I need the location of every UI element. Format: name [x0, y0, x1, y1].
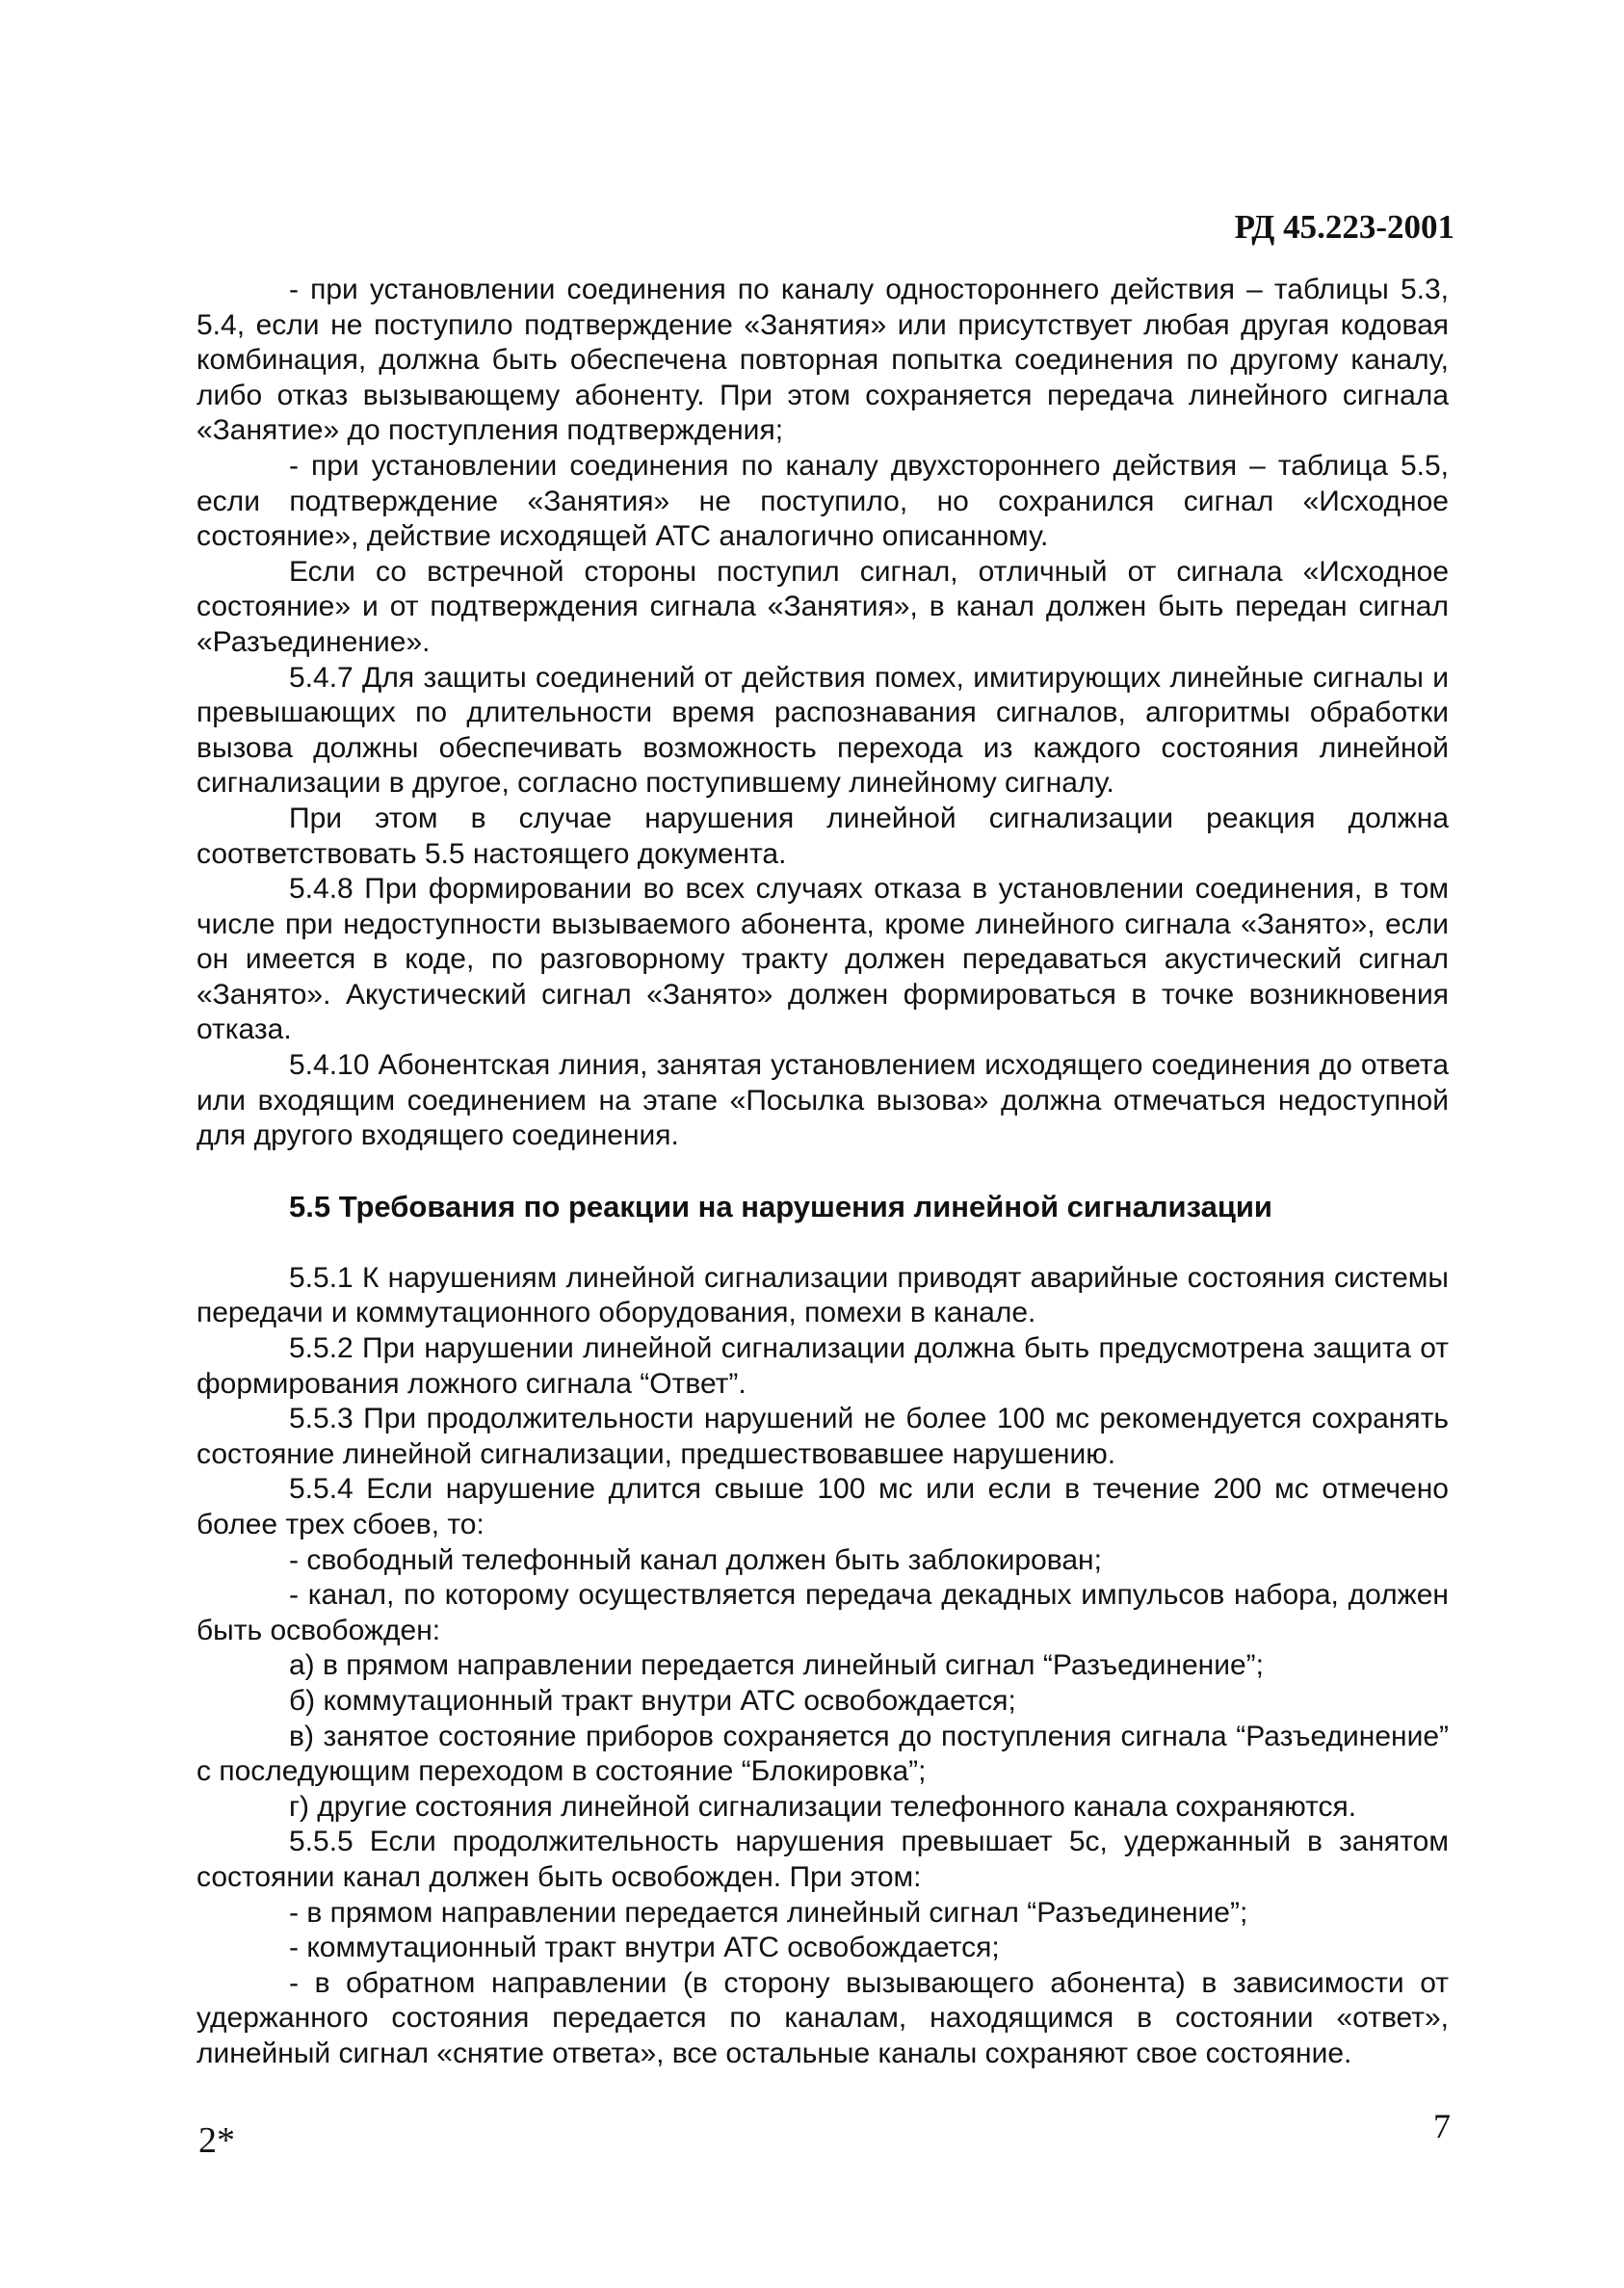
list-item: - коммутационный тракт внутри АТС освобождается;	[289, 1932, 1000, 1964]
paragraph: 5.5.3 При продолжительности нарушений не более 100 мс рекомендуется сохранять состояние линейной сигнализации, предшествовавшее нарушению.	[196, 1403, 1449, 1470]
page-number: 7	[1433, 2107, 1451, 2145]
list-item: - в обратном направлении (в сторону вызывающего абонента) в зависимости от удержанного состояния передается по каналам, находящимся в состоянии «ответ», линейный сигнал «снятие ответа», все остальные каналы сохраняют свое состояние.	[196, 1966, 1449, 2069]
list-item: в) занятое состояние приборов сохраняется до поступления сигнала “Разъединение” с последующим переходом в состояние “Блокировка”;	[196, 1720, 1449, 1788]
paragraph: 5.5.1 К нарушениям линейной сигнализации приводят аварийные состояния системы передачи и коммутационного оборудования, помехи в канале.	[196, 1261, 1449, 1329]
list-item: г) другие состояния линейной сигнализации телефонного канала сохраняются.	[289, 1790, 1357, 1823]
paragraph: - при установлении соединения по каналу одностороннего действия – таблицы 5.3, 5.4, если не поступило подтверждение «Занятия» или присутствует любая другая кодовая комбинация, должна быть обеспечена повторная попытка соединения по другому каналу, либо отказ вызывающему абоненту. При этом сохраняется передача линейного сигнала «Занятие» до поступления подтверждения;	[196, 274, 1449, 447]
section-heading: 5.5 Требования по реакции на нарушения линейной сигнализации	[289, 1189, 1272, 1223]
paragraph: 5.5.2 При нарушении линейной сигнализации должна быть предусмотрена защита от формирования ложного сигнала “Ответ”.	[196, 1332, 1449, 1400]
list-item: - в прямом направлении передается линейный сигнал “Разъединение”;	[289, 1896, 1248, 1929]
paragraph: 5.5.4 Если нарушение длится свыше 100 мс или если в течение 200 мс отмечено более трех сбоев, то:	[196, 1473, 1449, 1540]
paragraph: Если со встречной стороны поступил сигнал, отличный от сигнала «Исходное состояние» и от подтверждения сигнала «Занятия», в канал должен быть передан сигнал «Разъединение».	[196, 555, 1449, 658]
paragraph: 5.4.10 Абонентская линия, занятая установлением исходящего соединения до ответа или входящим соединением на этапе «Посылка вызова» должна отмечаться недоступной для другого входящего соединения.	[196, 1049, 1449, 1152]
document-body	[196, 273, 1449, 2072]
paragraph: 5.5.5 Если продолжительность нарушения превышает 5с, удержанный в занятом состоянии канал должен быть освобожден. При этом:	[196, 1826, 1449, 1893]
paragraph: - при установлении соединения по каналу двухстороннего действия – таблица 5.5, если подтверждение «Занятия» не поступило, но сохранился сигнал «Исходное состояние», действие исходящей АТС аналогично описанному.	[196, 449, 1449, 553]
document-code: РД 45.223-2001	[1234, 208, 1454, 246]
paragraph: При этом в случае нарушения линейной сигнализации реакция должна соответствовать 5.5 настоящего документа.	[196, 802, 1449, 870]
list-item: б) коммутационный тракт внутри АТС освобождается;	[289, 1684, 1016, 1717]
list-item: - свободный телефонный канал должен быть заблокирован;	[289, 1543, 1102, 1576]
footer-signature-mark: 2*	[198, 2120, 235, 2161]
list-item: а) в прямом направлении передается линейный сигнал “Разъединение”;	[289, 1649, 1264, 1682]
paragraph: 5.4.8 При формировании во всех случаях отказа в установлении соединения, в том числе при недоступности вызываемого абонента, кроме линейного сигнала «Занято», если он имеется в коде, по разговорному тракту должен передаваться акустический сигнал «Занято». Акустический сигнал «Занято» должен формироваться в точке возникновения отказа.	[196, 873, 1449, 1046]
list-item: - канал, по которому осуществляется передача декадных импульсов набора, должен быть освобожден:	[196, 1579, 1449, 1646]
paragraph: 5.4.7 Для защиты соединений от действия помех, имитирующих линейные сигналы и превышающих по длительности время распознавания сигналов, алгоритмы обработки вызова должны обеспечивать возможность перехода из каждого состояния линейной сигнализации в другое, согласно поступившему линейному сигналу.	[196, 661, 1449, 800]
